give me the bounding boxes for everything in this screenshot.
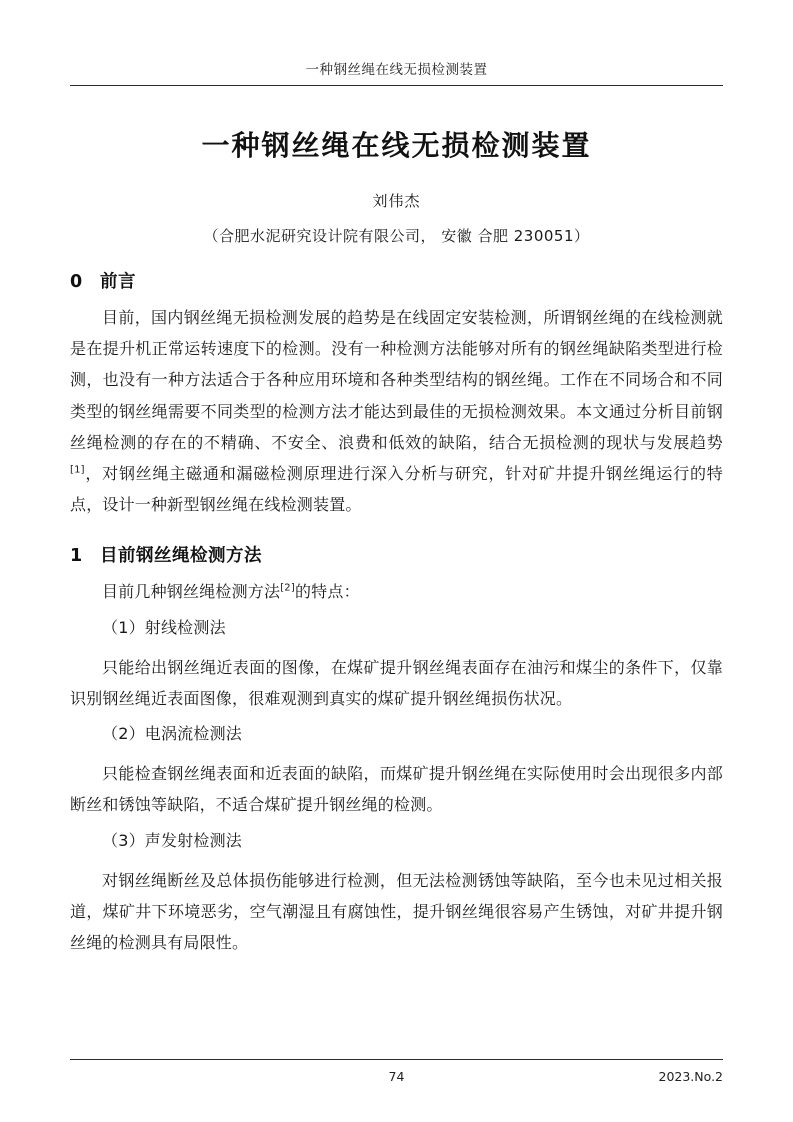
section-1-lead-part1: 目前几种钢丝绳检测方法 [102, 582, 281, 602]
header-divider [70, 85, 723, 86]
section-1-lead-part2: 的特点： [294, 582, 360, 602]
section-0-text-part1: 目前，国内钢丝绳无损检测发展的趋势是在线固定安装检测，所谓钢丝绳的在线检测就是在提升机正常运转速度下的检测。没有一种检测方法能够对所有的钢丝绳缺陷类型进行检测，也没有一种方法适合于各种应用环境和各种类型结构的钢丝绳。工作在不同场合和不同类型的钢丝绳需要不同类型的检测方法才能达到最佳的无损检测效果。本文通过分析目前钢丝绳检测的存在的不精确、不安全、浪费和低效的缺陷，结合无损检测的现状与发展趋势 [70, 308, 723, 452]
page-footer [70, 1069, 723, 1089]
method-item-label-2: （2）电涡流检测法 [102, 724, 242, 744]
method-item-label-1: （1）射线检测法 [102, 617, 226, 637]
section-0-text-part2: ，对钢丝绳主磁通和漏磁检测原理进行深入分析与研究，针对矿井提升钢丝绳运行的特点，设计一种新型钢丝绳在线检测装置。 [70, 463, 723, 515]
section-0-paragraph [70, 302, 723, 520]
section-heading-0 [70, 268, 723, 293]
section-1-lead [70, 576, 723, 607]
section-heading-1 [70, 542, 723, 567]
reference-mark-2: [2] [280, 582, 295, 594]
method-item-text-3: 对钢丝绳断丝及总体损伤能够进行检测，但无法检测锈蚀等缺陷，至今也未见过相关报道，煤矿井下环境恶劣，空气潮湿且有腐蚀性，提升钢丝绳很容易产生锈蚀，对矿井提升钢丝绳的检测具有局限性。 [70, 870, 723, 953]
section-number-0: 0 [70, 272, 83, 292]
method-item-text-1: 只能给出钢丝绳近表面的图像，在煤矿提升钢丝绳表面存在油污和煤尘的条件下，仅靠识别钢丝绳近表面图像，很难观测到真实的煤矿提升钢丝绳损伤状况。 [70, 657, 723, 708]
section-title-0: 前言 [100, 272, 136, 292]
section-number-1: 1 [70, 546, 83, 567]
issue-label: 2023.No.2 [658, 1069, 723, 1084]
author-name: 刘伟杰 [372, 192, 421, 210]
method-item-label-3: （3）声发射检测法 [102, 830, 242, 850]
page-number: 74 [388, 1069, 405, 1084]
method-item-text-2: 只能检查钢丝绳表面和近表面的缺陷，而煤矿提升钢丝绳在实际使用时会出现很多内部断丝和锈蚀等缺陷，不适合煤矿提升钢丝绳的检测。 [70, 764, 723, 815]
reference-mark-1: [1] [70, 464, 85, 476]
section-title-1: 目前钢丝绳检测方法 [100, 546, 262, 567]
author-affiliation: （合肥水泥研究设计院有限公司， 安徽 合肥 230051） [203, 227, 590, 245]
page-title: 一种钢丝绳在线无损检测装置 [201, 129, 592, 162]
footer-divider [70, 1059, 723, 1060]
running-header: 一种钢丝绳在线无损检测装置 [305, 62, 488, 78]
